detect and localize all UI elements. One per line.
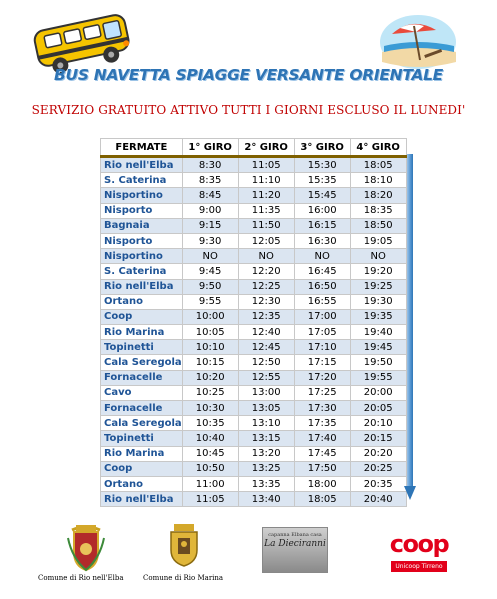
- page-subtitle: SERVIZIO GRATUITO ATTIVO TUTTI I GIORNI ESCLUSO IL LUNEDI': [31, 103, 466, 117]
- time-cell: 19:40: [350, 325, 406, 340]
- table-row: [101, 294, 444, 309]
- time-cell: 12:45: [238, 340, 294, 355]
- table-row: [101, 173, 444, 188]
- down-arrow-icon: [404, 154, 416, 500]
- time-cell: NO: [294, 249, 350, 264]
- time-cell: 13:40: [238, 492, 294, 507]
- table-row: [101, 325, 444, 340]
- stop-name-cell: Nisporto: [101, 203, 183, 218]
- stop-name-cell: Cavo: [101, 385, 183, 400]
- table-row: [101, 264, 444, 279]
- time-cell: 16:15: [294, 218, 350, 233]
- time-cell: 10:40: [182, 431, 238, 446]
- stop-name-cell: Nisportino: [101, 188, 183, 203]
- time-cell: 12:55: [238, 370, 294, 385]
- time-cell: 18:00: [294, 476, 350, 491]
- time-cell: NO: [238, 249, 294, 264]
- table-row: [101, 401, 444, 416]
- time-cell: 10:05: [182, 325, 238, 340]
- time-cell: 12:30: [238, 294, 294, 309]
- table-row: [101, 309, 444, 324]
- time-cell: 15:45: [294, 188, 350, 203]
- table-row: [101, 370, 444, 385]
- table-row: [101, 492, 444, 507]
- time-cell: 19:35: [350, 309, 406, 324]
- coop-wordmark: coop: [389, 530, 449, 558]
- stop-name-cell: Nisportino: [101, 249, 183, 264]
- table-row: [101, 249, 444, 264]
- stop-name-cell: Coop: [101, 309, 183, 324]
- stop-name-cell: Topinetti: [101, 340, 183, 355]
- column-header-round-3: 3° GIRO: [294, 139, 350, 157]
- time-cell: 10:20: [182, 370, 238, 385]
- caption-rio-marina: Comune di Rio Marina: [143, 574, 224, 582]
- time-cell: NO: [350, 249, 406, 264]
- time-cell: 17:05: [294, 325, 350, 340]
- table-row: [101, 476, 444, 491]
- time-cell: 10:25: [182, 385, 238, 400]
- time-cell: 19:20: [350, 264, 406, 279]
- beach-umbrella-icon: [378, 12, 458, 70]
- time-cell: 17:45: [294, 446, 350, 461]
- time-cell: 9:00: [182, 203, 238, 218]
- time-cell: 20:10: [350, 416, 406, 431]
- time-cell: 17:50: [294, 461, 350, 476]
- table-row: [101, 355, 444, 370]
- time-cell: 10:00: [182, 309, 238, 324]
- table-row: [101, 188, 444, 203]
- caption-rio-nell-elba: Comune di Rio nell'Elba: [38, 574, 124, 582]
- dieciranni-name: La Dieciranni: [264, 539, 326, 549]
- time-cell: 19:45: [350, 340, 406, 355]
- time-cell: 10:50: [182, 461, 238, 476]
- stop-name-cell: Coop: [101, 461, 183, 476]
- time-cell: 17:20: [294, 370, 350, 385]
- table-row: [101, 218, 444, 233]
- time-cell: 10:35: [182, 416, 238, 431]
- schedule-table: [100, 138, 444, 507]
- dieciranni-logo: [262, 527, 328, 573]
- time-cell: 19:50: [350, 355, 406, 370]
- time-cell: NO: [182, 249, 238, 264]
- time-cell: 18:10: [350, 173, 406, 188]
- time-cell: 20:05: [350, 401, 406, 416]
- table-row: [101, 431, 444, 446]
- coop-logo: [386, 530, 452, 574]
- table-row: [101, 279, 444, 294]
- crest-icon: [166, 522, 202, 568]
- time-cell: 16:45: [294, 264, 350, 279]
- stop-name-cell: Fornacelle: [101, 401, 183, 416]
- crest-icon: [66, 522, 106, 572]
- stop-name-cell: Cala Seregola: [101, 355, 183, 370]
- table-header-row: [101, 139, 444, 157]
- time-cell: 20:15: [350, 431, 406, 446]
- time-cell: 13:35: [238, 476, 294, 491]
- time-cell: 13:00: [238, 385, 294, 400]
- schedule-body: [101, 157, 444, 507]
- column-header-stops: FERMATE: [101, 139, 183, 157]
- stop-name-cell: Rio Marina: [101, 446, 183, 461]
- time-cell: 17:30: [294, 401, 350, 416]
- stop-name-cell: Fornacelle: [101, 370, 183, 385]
- time-cell: 16:00: [294, 203, 350, 218]
- time-cell: 13:25: [238, 461, 294, 476]
- time-cell: 11:35: [238, 203, 294, 218]
- stop-name-cell: Topinetti: [101, 431, 183, 446]
- time-cell: 12:20: [238, 264, 294, 279]
- time-cell: 19:55: [350, 370, 406, 385]
- time-cell: 13:15: [238, 431, 294, 446]
- time-cell: 17:25: [294, 385, 350, 400]
- time-cell: 9:30: [182, 233, 238, 248]
- time-cell: 18:50: [350, 218, 406, 233]
- time-cell: 10:15: [182, 355, 238, 370]
- time-cell: 20:40: [350, 492, 406, 507]
- time-cell: 11:50: [238, 218, 294, 233]
- time-cell: 13:10: [238, 416, 294, 431]
- stop-name-cell: S. Caterina: [101, 264, 183, 279]
- stop-name-cell: Bagnaia: [101, 218, 183, 233]
- time-cell: 18:35: [350, 203, 406, 218]
- stop-name-cell: Cala Seregola: [101, 416, 183, 431]
- time-cell: 20:20: [350, 446, 406, 461]
- time-cell: 10:45: [182, 446, 238, 461]
- time-cell: 17:15: [294, 355, 350, 370]
- time-cell: 19:30: [350, 294, 406, 309]
- time-cell: 12:35: [238, 309, 294, 324]
- time-cell: 16:55: [294, 294, 350, 309]
- column-header-round-2: 2° GIRO: [238, 139, 294, 157]
- time-cell: 10:30: [182, 401, 238, 416]
- column-header-round-1: 1° GIRO: [182, 139, 238, 157]
- time-cell: 11:05: [238, 157, 294, 173]
- time-cell: 8:35: [182, 173, 238, 188]
- time-cell: 12:05: [238, 233, 294, 248]
- time-cell: 11:20: [238, 188, 294, 203]
- time-cell: 18:05: [350, 157, 406, 173]
- stop-name-cell: Rio nell'Elba: [101, 157, 183, 173]
- time-cell: 20:25: [350, 461, 406, 476]
- table-row: [101, 340, 444, 355]
- table-row: [101, 385, 444, 400]
- time-cell: 13:05: [238, 401, 294, 416]
- time-cell: 10:10: [182, 340, 238, 355]
- stop-name-cell: Ortano: [101, 476, 183, 491]
- stop-name-cell: Nisporto: [101, 233, 183, 248]
- time-cell: 12:40: [238, 325, 294, 340]
- column-header-round-4: 4° GIRO: [350, 139, 406, 157]
- time-cell: 9:45: [182, 264, 238, 279]
- time-cell: 9:15: [182, 218, 238, 233]
- table-row: [101, 461, 444, 476]
- time-cell: 18:20: [350, 188, 406, 203]
- time-cell: 19:05: [350, 233, 406, 248]
- time-cell: 17:10: [294, 340, 350, 355]
- stop-name-cell: S. Caterina: [101, 173, 183, 188]
- coop-tagline: Unicoop Tirreno: [391, 561, 447, 572]
- time-cell: 8:30: [182, 157, 238, 173]
- time-cell: 9:50: [182, 279, 238, 294]
- table-row: [101, 446, 444, 461]
- time-cell: 18:05: [294, 492, 350, 507]
- time-cell: 17:00: [294, 309, 350, 324]
- table-row: [101, 203, 444, 218]
- page-title: BUS NAVETTA SPIAGGE VERSANTE ORIENTALE: [54, 66, 443, 84]
- table-row: [101, 157, 444, 173]
- time-cell: 17:40: [294, 431, 350, 446]
- time-cell: 16:30: [294, 233, 350, 248]
- stop-name-cell: Rio nell'Elba: [101, 279, 183, 294]
- time-cell: 11:05: [182, 492, 238, 507]
- time-cell: 16:50: [294, 279, 350, 294]
- time-cell: 9:55: [182, 294, 238, 309]
- time-cell: 11:00: [182, 476, 238, 491]
- stop-name-cell: Rio Marina: [101, 325, 183, 340]
- time-cell: 11:10: [238, 173, 294, 188]
- time-cell: 19:25: [350, 279, 406, 294]
- time-cell: 15:35: [294, 173, 350, 188]
- time-cell: 13:20: [238, 446, 294, 461]
- time-cell: 15:30: [294, 157, 350, 173]
- time-cell: 8:45: [182, 188, 238, 203]
- time-cell: 17:35: [294, 416, 350, 431]
- stop-name-cell: Rio nell'Elba: [101, 492, 183, 507]
- time-cell: 20:35: [350, 476, 406, 491]
- table-row: [101, 233, 444, 248]
- time-cell: 12:25: [238, 279, 294, 294]
- stop-name-cell: Ortano: [101, 294, 183, 309]
- table-row: [101, 416, 444, 431]
- dieciranni-tagline: capanna Elbana casa: [268, 532, 322, 538]
- time-cell: 12:50: [238, 355, 294, 370]
- time-cell: 20:00: [350, 385, 406, 400]
